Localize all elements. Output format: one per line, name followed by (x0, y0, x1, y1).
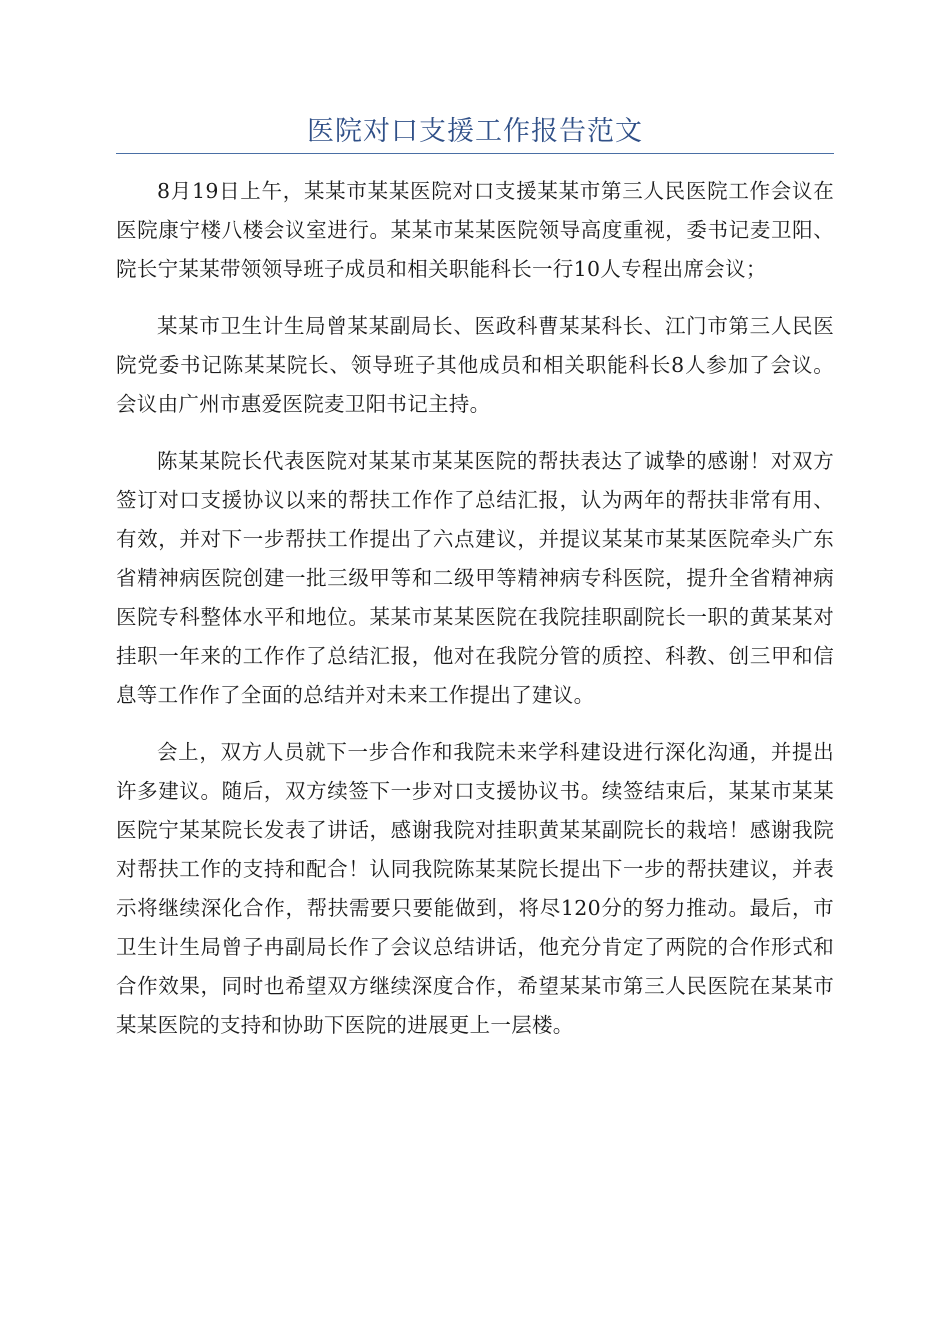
paragraph-4: 会上，双方人员就下一步合作和我院未来学科建设进行深化沟通，并提出许多建议。随后，双方续签下一步对口支援协议书。续签结束后，某某市某某医院宁某某院长发表了讲话，感谢我院对挂职黄某某副院长的栽培！感谢我院对帮扶工作的支持和配合！认同我院陈某某院长提出下一步的帮扶建议，并表示将继续深化合作，帮扶需要只要能做到，将尽120分的努力推动。最后，市卫生计生局曾子冉副局长作了会议总结讲话，他充分肯定了两院的合作形式和合作效果，同时也希望双方继续深度合作，希望某某市第三人民医院在某某市某某医院的支持和协助下医院的进展更上一层楼。 (116, 740, 834, 1037)
document-title: 医院对口支援工作报告范文 (307, 116, 643, 147)
paragraph-2: 某某市卫生计生局曾某某副局长、医政科曹某某科长、江门市第三人民医院党委书记陈某某院长、领导班子其他成员和相关职能科长8人参加了会议。会议由广州市惠爱医院麦卫阳书记主持。 (116, 314, 834, 416)
document-body (116, 172, 834, 1063)
paragraph-3: 陈某某院长代表医院对某某市某某医院的帮扶表达了诚挚的感谢！对双方签订对口支援协议以来的帮扶工作作了总结汇报，认为两年的帮扶非常有用、有效，并对下一步帮扶工作提出了六点建议，并提议某某市某某医院牵头广东省精神病医院创建一批三级甲等和二级甲等精神病专科医院，提升全省精神病医院专科整体水平和地位。某某市某某医院在我院挂职副院长一职的黄某某对挂职一年来的工作作了总结汇报，他对在我院分管的质控、科教、创三甲和信息等工作作了全面的总结并对未来工作提出了建议。 (116, 449, 834, 707)
title-underline (116, 153, 834, 154)
paragraph-1: 8月19日上午，某某市某某医院对口支援某某市第三人民医院工作会议在医院康宁楼八楼会议室进行。某某市某某医院领导高度重视，委书记麦卫阳、院长宁某某带领领导班子成员和相关职能科长一行10人专程出席会议； (116, 179, 834, 281)
